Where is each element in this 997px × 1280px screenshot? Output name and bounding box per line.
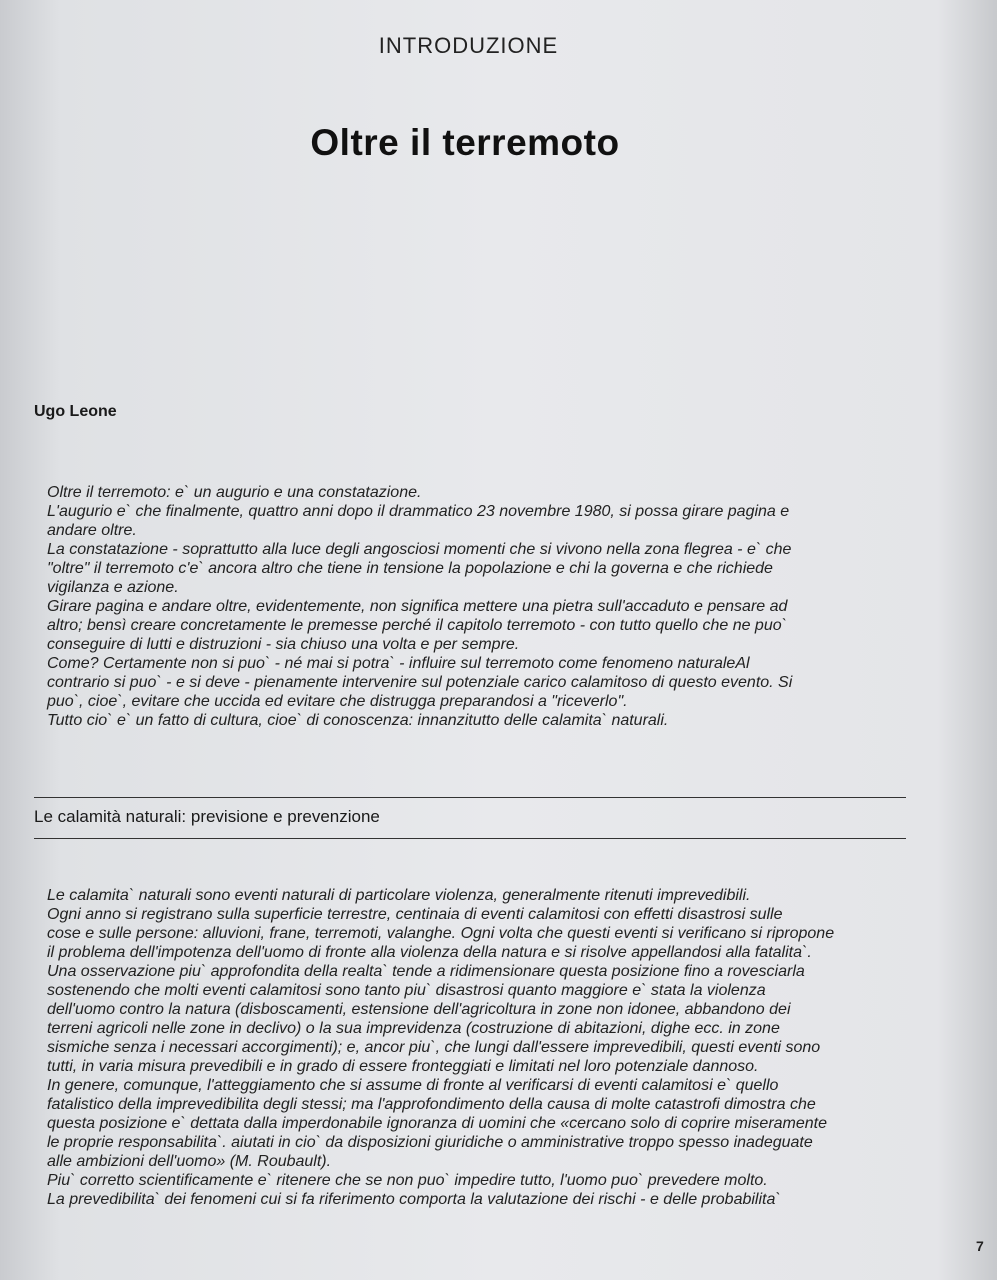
body-line: In genere, comunque, l'atteggiamento che si assume di fronte al verificarsi di eventi calamitosi e` quello xyxy=(47,1077,779,1094)
page-title: Oltre il terremoto xyxy=(310,122,620,163)
intro-line: puo`, cioe`, evitare che uccida ed evitare che distrugga preparandosi a "riceverlo". xyxy=(47,693,628,710)
intro-line: La constatazione - soprattutto alla luce degli angosciosi momenti che si vivono nella zona flegrea - e` che xyxy=(47,541,792,558)
body-line: dell'uomo contro la natura (disboscamenti, estensione dell'agricoltura in zone non idonee, abbandono dei xyxy=(47,1001,791,1018)
body-line: alle ambizioni dell'uomo» (M. Roubault). xyxy=(47,1153,332,1170)
intro-line: andare oltre. xyxy=(47,522,137,539)
divider-top xyxy=(34,797,906,798)
intro-line: Girare pagina e andare oltre, evidentemente, non significa mettere una pietra sull'accaduto e pensare ad xyxy=(47,598,788,615)
intro-line: L'augurio e` che finalmente, quattro anni dopo il drammatico 23 novembre 1980, si possa girare pagina e xyxy=(47,503,790,520)
body-line: Ogni anno si registrano sulla superficie terrestre, centinaia di eventi calamitosi con effetti disastrosi sulle xyxy=(47,906,783,923)
intro-text xyxy=(47,483,911,730)
body-line: Le calamita` naturali sono eventi naturali di particolare violenza, generalmente ritenuti imprevedibili. xyxy=(47,887,751,904)
intro-line: Come? Certamente non si puo` - né mai si potra` - influire sul terremoto come fenomeno naturaleAl xyxy=(47,655,750,672)
body-line: le proprie responsabilita`. aiutati in cio` da disposizioni giuridiche o amministrative troppo spesso inadeguate xyxy=(47,1134,813,1151)
body-line: Piu` corretto scientificamente e` ritenere che se non puo` impedire tutto, l'uomo puo` prevedere molto. xyxy=(47,1172,768,1189)
body-line: cose e sulle persone: alluvioni, frane, terremoti, valanghe. Ogni volta che questi eventi si verificano si ripropone xyxy=(47,925,835,942)
intro-line: Oltre il terremoto: e` un augurio e una constatazione. xyxy=(47,484,422,501)
intro-line: Tutto cio` e` un fatto di cultura, cioe` di conoscenza: innanzitutto delle calamita` naturali. xyxy=(47,712,669,729)
body-line: sismiche senza i necessari accorgimenti); e, ancor piu`, che lungi dall'essere imprevedibili, questi eventi sono xyxy=(47,1039,821,1056)
intro-line: contrario si puo` - e si deve - pienamente intervenire sul potenziale carico calamitoso di questo evento. Si xyxy=(47,674,793,691)
divider-bottom xyxy=(34,838,906,839)
section-subheading: Le calamità naturali: previsione e prevenzione xyxy=(34,807,380,826)
intro-line: "oltre" il terremoto c'e` ancora altro che tiene in tensione la popolazione e chi la governa e che richiede xyxy=(47,560,773,577)
intro-line: vigilanza e azione. xyxy=(47,579,179,596)
body-text xyxy=(47,886,907,1209)
author-name: Ugo Leone xyxy=(34,403,117,420)
section-label: INTRODUZIONE xyxy=(378,33,559,58)
body-line: tutti, in varia misura prevedibili e in grado di essere fronteggiati e limitati nel loro potenziale dannoso. xyxy=(47,1058,759,1075)
body-line: sostenendo che molti eventi calamitosi sono tanto piu` disastrosi quanto maggiore e` stata la violenza xyxy=(47,982,766,999)
page-number: 7 xyxy=(976,1238,984,1254)
body-line: La prevedibilita` dei fenomeni cui si fa riferimento comporta la valutazione dei rischi - e delle probabilita` xyxy=(47,1191,781,1208)
intro-line: altro; bensì creare concretamente le premesse perché il capitolo terremoto - con tutto quello che ne puo` xyxy=(47,617,787,634)
body-line: fatalistico della imprevedibilita degli stessi; ma l'approfondimento della causa di molte catastrofi dimostra che xyxy=(47,1096,816,1113)
intro-line: conseguire di lutti e distruzioni - sia chiuso una volta e per sempre. xyxy=(47,636,520,653)
body-line: il problema dell'impotenza dell'uomo di fronte alla violenza della natura e si risolve appellandosi alla fatalita`. xyxy=(47,944,812,961)
body-line: questa posizione e` dettata dalla imperdonabile ignoranza di uomini che «cercano solo di coprire miseramente xyxy=(47,1115,828,1132)
body-line: terreni agricoli nelle zone in declivo) o la sua imprevidenza (costruzione di abitazioni, dighe ecc. in zone xyxy=(47,1020,780,1037)
body-line: Una osservazione piu` approfondita della realta` tende a ridimensionare questa posizione fino a rovesciarla xyxy=(47,963,805,980)
